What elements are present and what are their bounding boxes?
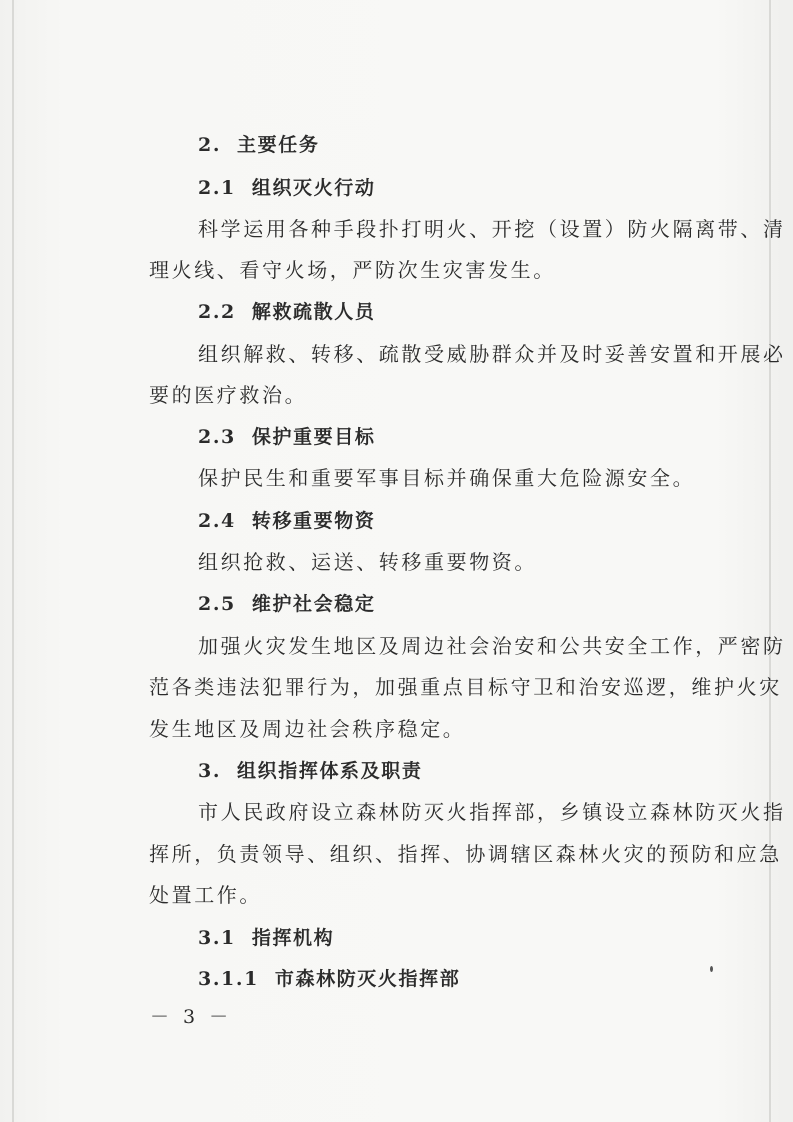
section-title: 解救疏散人员 — [251, 301, 376, 323]
heading-section-3-1 — [198, 924, 334, 952]
section-title: 转移重要物资 — [251, 510, 376, 532]
section-number: 3.1.1 — [198, 968, 259, 990]
paragraph-line: 市人民政府设立森林防灭火指挥部，乡镇设立森林防灭火指 — [198, 800, 786, 824]
paragraph-line: 发生地区及周边社会秩序稳定。 — [149, 717, 466, 741]
heading-section-2-1 — [198, 174, 375, 202]
paragraph-line: 加强火灾发生地区及周边社会治安和公共安全工作，严密防 — [198, 634, 786, 658]
heading-section-3-1-1 — [198, 965, 460, 993]
section-number: 2.1 — [198, 177, 236, 199]
paragraph-line: 要的医疗救治。 — [149, 383, 308, 407]
section-title: 指挥机构 — [251, 927, 335, 949]
heading-section-2-3 — [198, 423, 375, 451]
section-number: 2.4 — [198, 510, 236, 532]
page-number: － 3 － — [150, 1006, 233, 1028]
section-number: 2.5 — [198, 593, 236, 615]
section-title: 主要任务 — [237, 134, 320, 156]
paragraph-line: 理火线、看守火场，严防次生灾害发生。 — [149, 258, 556, 282]
scan-speck — [710, 966, 713, 972]
section-number: 2.3 — [198, 426, 236, 448]
paragraph-line: 组织解救、转移、疏散受威胁群众并及时妥善安置和开展必 — [198, 342, 786, 366]
heading-section-3 — [198, 757, 422, 785]
paragraph-line: 挥所，负责领导、组织、指挥、协调辖区森林火灾的预防和应急 — [149, 842, 782, 866]
section-title: 保护重要目标 — [251, 426, 376, 448]
heading-section-2-4 — [198, 507, 375, 535]
heading-section-2-5 — [198, 590, 375, 618]
section-number: 3. — [198, 760, 222, 782]
heading-section-2-2 — [198, 298, 375, 326]
section-title: 组织指挥体系及职责 — [237, 760, 423, 782]
paragraph-line: 保护民生和重要军事目标并确保重大危险源安全。 — [198, 466, 696, 490]
paragraph-line: 组织抢救、运送、转移重要物资。 — [198, 550, 537, 574]
heading-section-2 — [198, 131, 319, 159]
paragraph-line: 科学运用各种手段扑打明火、开挖（设置）防火隔离带、清 — [198, 217, 786, 241]
paragraph-line: 范各类违法犯罪行为，加强重点目标守卫和治安巡逻，维护火灾 — [149, 675, 782, 699]
section-number: 3.1 — [198, 927, 236, 949]
section-title: 维护社会稳定 — [251, 593, 376, 615]
section-number: 2. — [198, 134, 222, 156]
section-title: 市森林防灭火指挥部 — [274, 968, 461, 990]
section-number: 2.2 — [198, 301, 236, 323]
section-title: 组织灭火行动 — [251, 177, 376, 199]
paragraph-line: 处置工作。 — [149, 883, 262, 907]
